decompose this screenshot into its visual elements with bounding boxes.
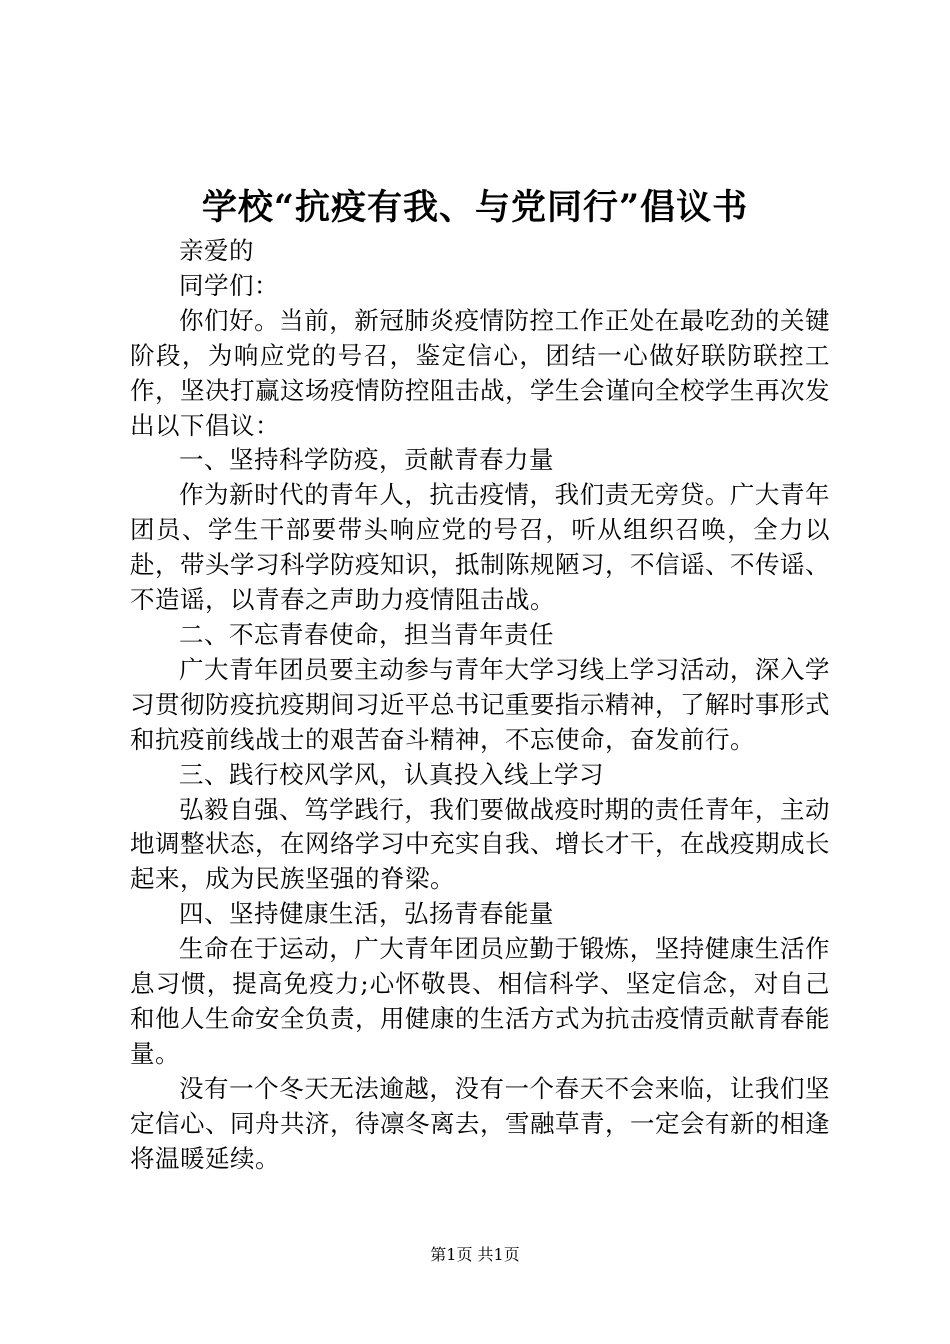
section-heading-4: 四、坚持健康生活，弘扬青春能量	[179, 899, 554, 929]
section-heading-1: 一、坚持科学防疫，贡献青春力量	[179, 445, 554, 475]
document-title: 学校“抗疫有我、与党同行”倡议书	[201, 187, 749, 228]
section-paragraph-2: 广大青年团员要主动参与青年大学习线上学习活动，深入学习贯彻防疫抗疫期间习近平总书记重要指示精神，了解时事形式和抗疫前线战士的艰苦奋斗精神，不忘使命，奋发前行。	[130, 654, 830, 754]
closing-paragraph: 没有一个冬天无法逾越，没有一个春天不会来临，让我们坚定信心、同舟共济，待凛冬离去，雪融草青，一定会有新的相逢将温暖延续。	[130, 1073, 830, 1173]
salutation-line-1: 亲爱的	[179, 236, 254, 265]
section-paragraph-1: 作为新时代的青年人，抗击疫情，我们责无旁贷。广大青年团员、学生干部要带头响应党的号召，听从组织召唤，全力以赴，带头学习科学防疫知识，抵制陈规陋习，不信谣、不传谣、不造谣，以青春之声助力疫情阻击战。	[130, 480, 830, 615]
intro-paragraph: 你们好。当前，新冠肺炎疫情防控工作正处在最吃劲的关键阶段，为响应党的号召，鉴定信心，团结一心做好联防联控工作，坚决打赢这场疫情防控阻击战，学生会谨向全校学生再次发出以下倡议：	[130, 305, 830, 440]
section-heading-3: 三、践行校风学风，认真投入线上学习	[179, 759, 604, 789]
section-paragraph-4: 生命在于运动，广大青年团员应勤于锻炼，坚持健康生活作息习惯，提高免疫力;心怀敬畏、相信科学、坚定信念，对自己和他人生命安全负责，用健康的生活方式为抗击疫情贡献青春能量。	[130, 934, 830, 1068]
section-paragraph-3: 弘毅自强、笃学践行，我们要做战疫时期的责任青年，主动地调整状态，在网络学习中充实自我、增长才干，在战疫期成长起来，成为民族坚强的脊梁。	[130, 794, 830, 894]
document-body	[130, 234, 830, 1176]
page-footer: 第1页 共1页	[430, 1245, 520, 1264]
salutation-line-2: 同学们：	[179, 270, 279, 300]
section-heading-2: 二、不忘青春使命，担当青年责任	[179, 619, 554, 649]
